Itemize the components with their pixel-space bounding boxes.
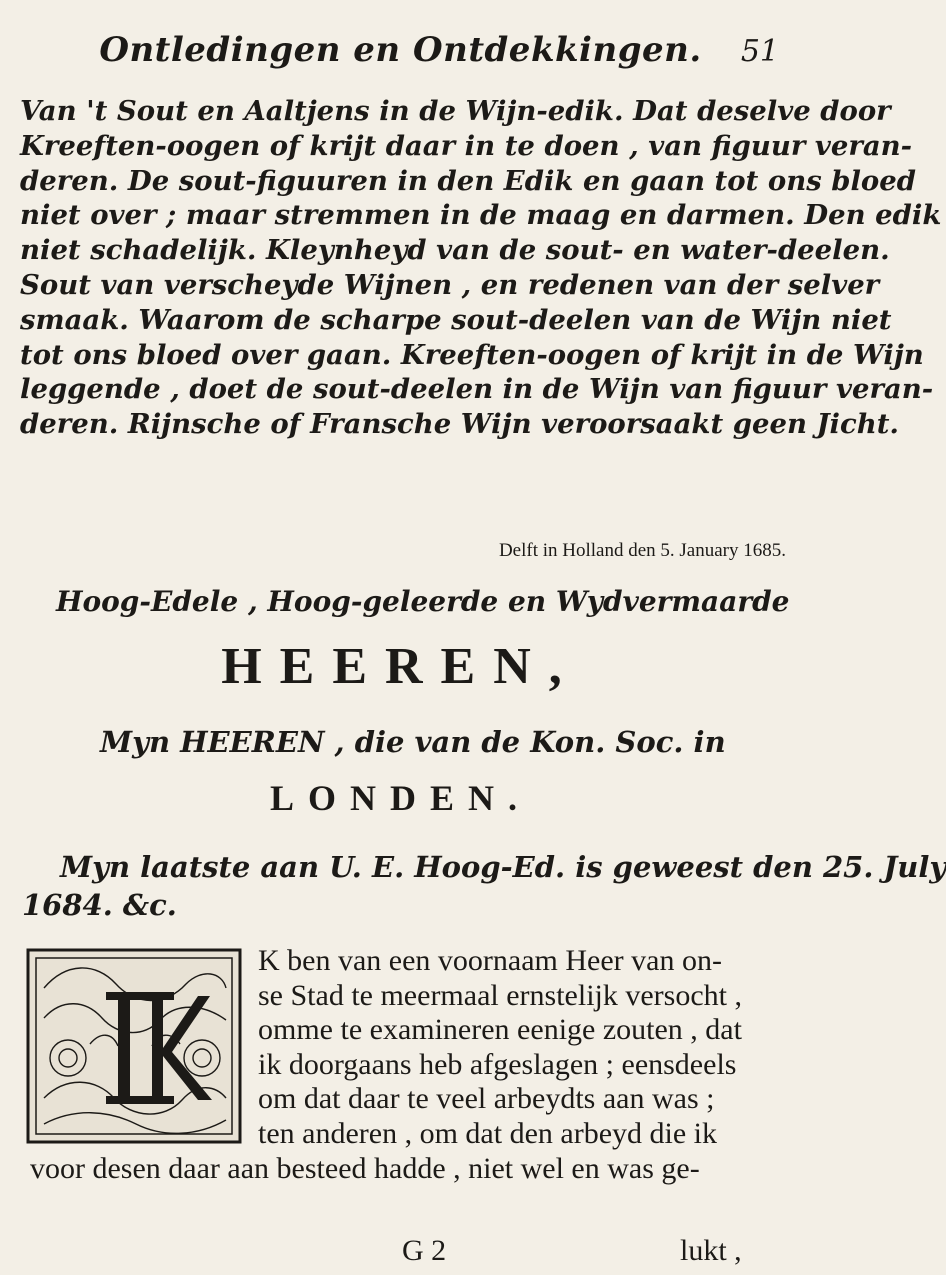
running-head	[0, 30, 801, 78]
summary-line: niet over ; maar stremmen in de maag en darmen. Den edik	[20, 199, 942, 232]
body-line: om dat daar te veel arbeydts aan was ;	[258, 1082, 715, 1116]
previous-letter-reference	[22, 848, 946, 924]
summary-line: Van 't Sout en Aaltjens in de Wijn-edik. Dat deselve door	[20, 95, 891, 127]
reference-line: 1684. &c.	[22, 888, 177, 922]
body-line: ik doorgaans heb afgeslagen ; eensdeels	[258, 1047, 737, 1081]
salutation-londen: LONDEN.	[269, 778, 532, 818]
summary-line: deren. Rijnsche of Fransche Wijn veroorsaakt geen Jicht.	[20, 408, 899, 441]
salutation-line: Hoog-Edele , Hoog-geleerde en Wydvermaarde	[56, 585, 790, 618]
summary-line: Sout van verscheyde Wijnen , en redenen van der selver	[20, 268, 880, 301]
body-line: omme te examineren eenige zouten , dat	[258, 1013, 742, 1047]
body-line: se Stad te meermaal ernstelijk versocht ,	[258, 978, 742, 1012]
summary-line: tot ons bloed over gaan. Kreeften-oogen of krijt in de Wijn	[20, 338, 924, 371]
summary-line: Kreeften-oogen of krijt daar in te doen , van figuur veran-	[20, 129, 913, 162]
summary-line: deren. De sout-figuuren in den Edik en gaan tot ons bloed	[20, 164, 916, 197]
summary-line: niet schadelijk. Kleynheyd van de sout- en water-deelen.	[20, 234, 890, 267]
signature-mark: G 2	[402, 1234, 447, 1267]
salutation-heeren: HEEREN,	[221, 638, 580, 695]
chapter-summary	[20, 94, 942, 442]
reference-line: Myn laatste aan U. E. Hoog-Ed. is geweest den 25. July	[60, 850, 946, 884]
body-line: voor desen daar aan besteed hadde , niet wel en was ge-	[30, 1151, 700, 1185]
letter-dateline: Delft in Holland den 5. January 1685.	[498, 540, 786, 561]
page-footer	[0, 1234, 801, 1268]
catchword: lukt ,	[680, 1234, 742, 1267]
body-line: K ben van een voornaam Heer van on-	[258, 944, 722, 977]
summary-line: leggende , doet de sout-deelen in de Wijn van figuur veran-	[20, 373, 934, 406]
body-line: ten anderen , om dat den arbeyd die ik	[258, 1117, 717, 1150]
running-title: Ontledingen en Ontdekkingen.	[99, 30, 702, 70]
summary-line: smaak. Waarom de scharpe sout-deelen van de Wijn niet	[20, 303, 892, 336]
decorated-initial-ik-icon	[26, 948, 242, 1144]
page-number: 51	[740, 34, 779, 69]
salutation-line: Myn HEEREN , die van de Kon. Soc. in	[100, 725, 726, 759]
